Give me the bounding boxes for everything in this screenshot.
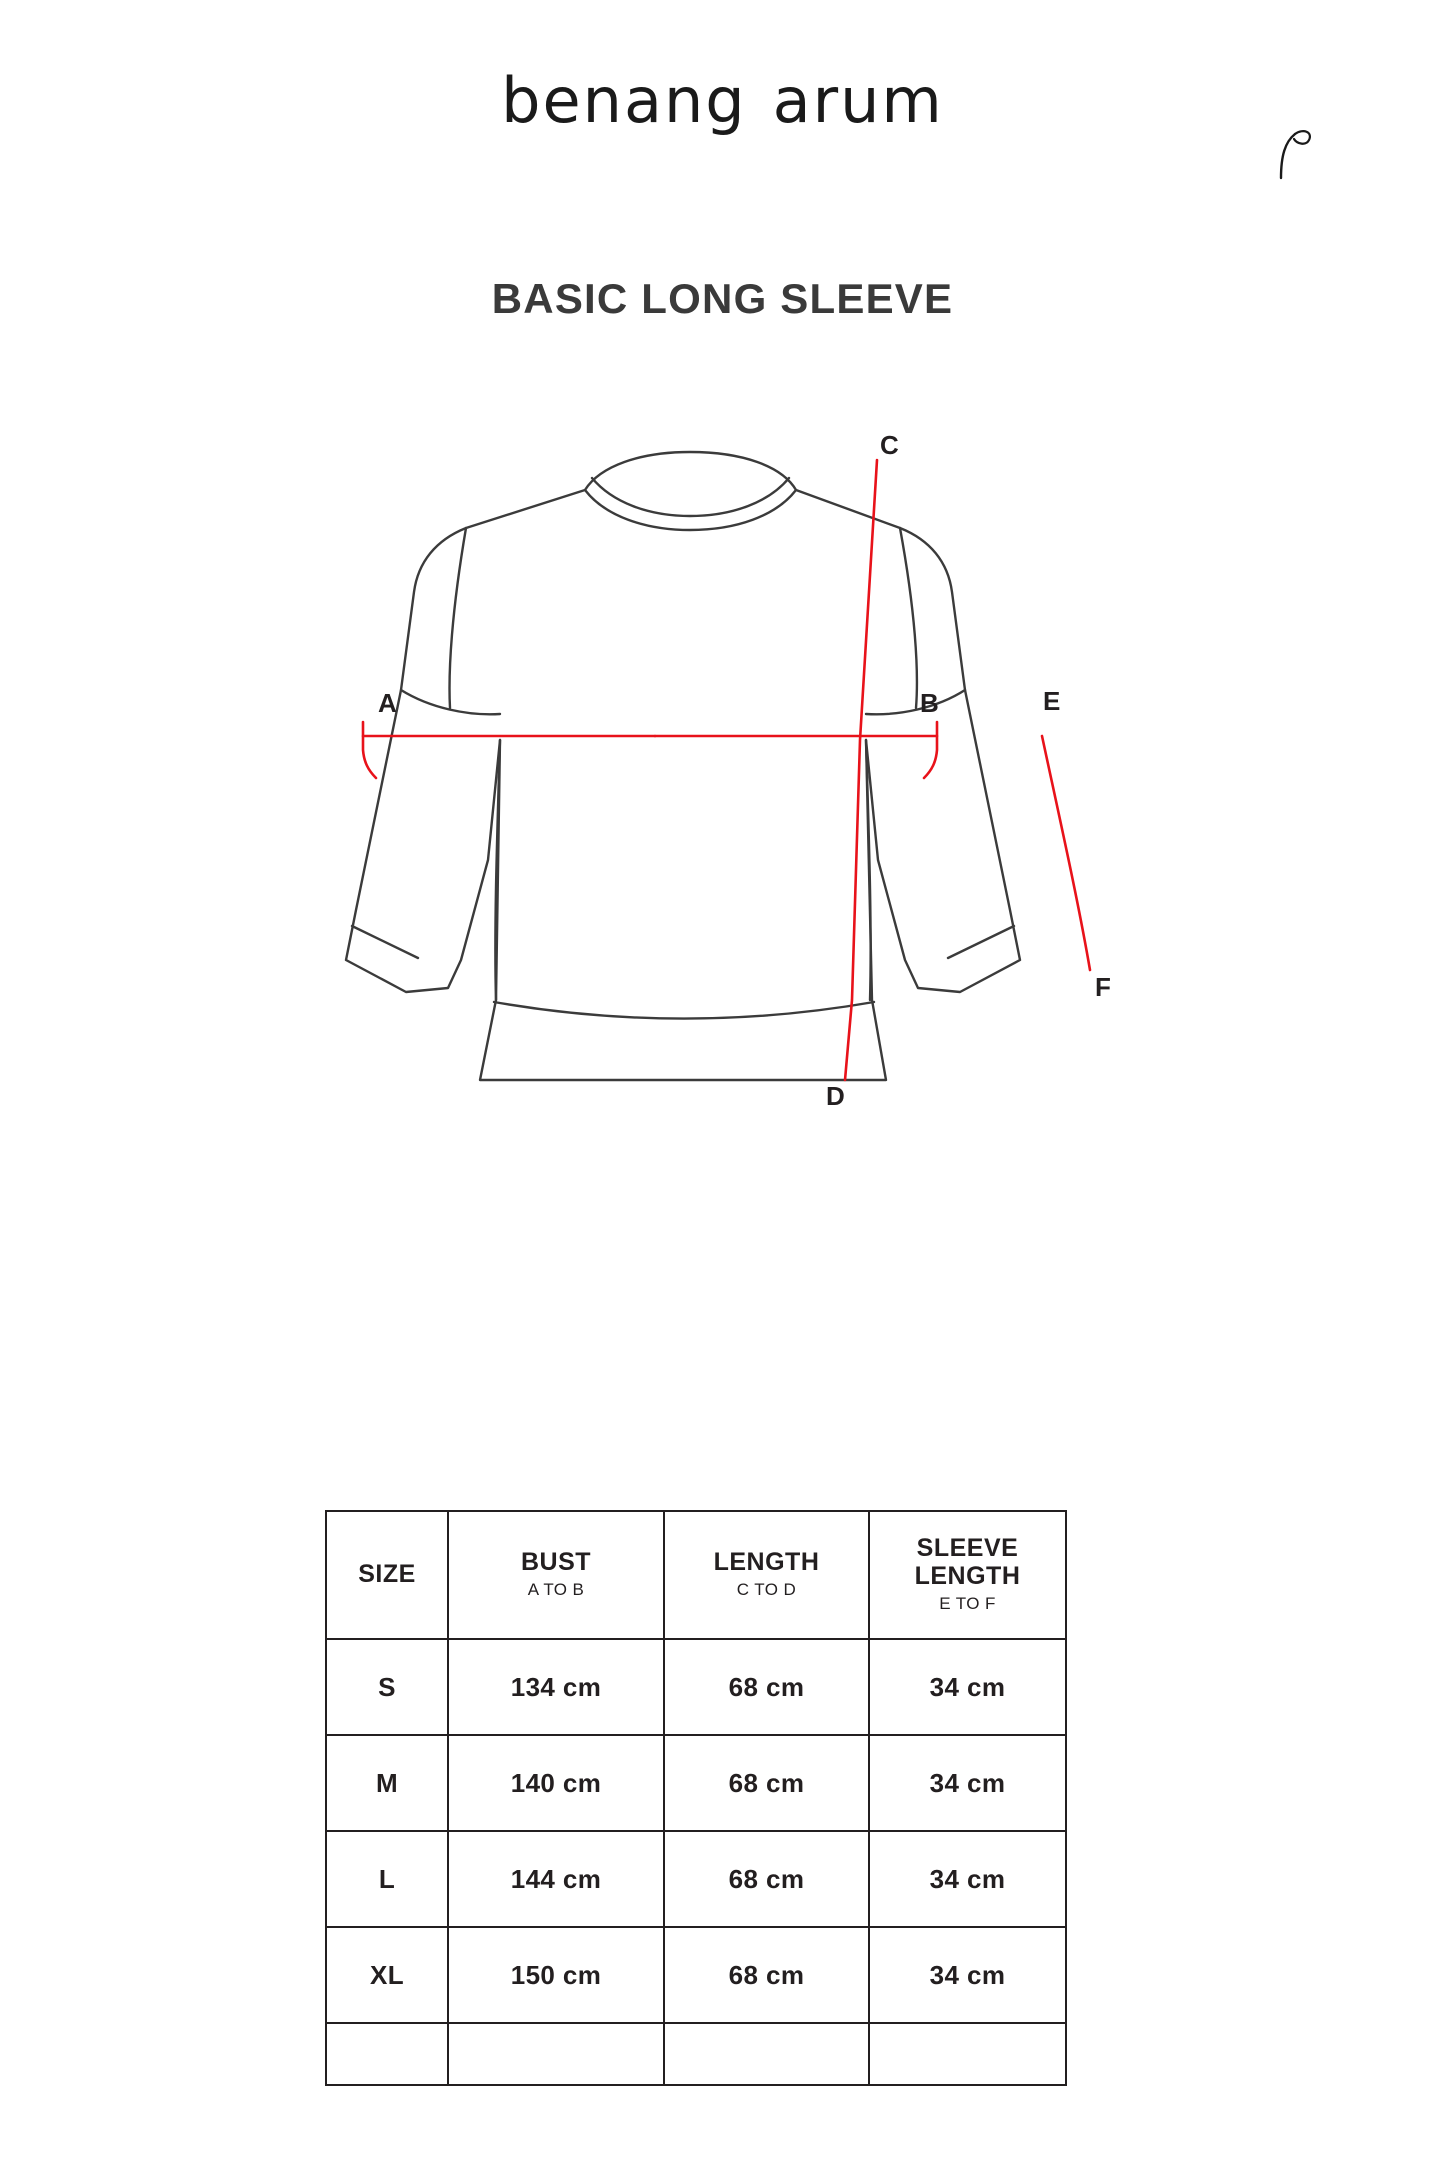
cell-sleeve: 34 cm [869, 1639, 1066, 1735]
cell-size: S [326, 1639, 448, 1735]
cell-size: M [326, 1735, 448, 1831]
measure-tick-a [363, 722, 376, 778]
label-point-b: B [920, 688, 939, 718]
spacer-cell [326, 2023, 448, 2085]
cell-sleeve: 34 cm [869, 1735, 1066, 1831]
size-table [325, 1510, 1067, 2086]
cell-bust: 150 cm [448, 1927, 664, 2023]
cell-size: XL [326, 1927, 448, 2023]
table-spacer-row [326, 2023, 1066, 2085]
label-point-a: A [378, 688, 397, 718]
garment-illustration [0, 430, 1445, 1111]
cell-bust: 134 cm [448, 1639, 664, 1735]
cell-length: 68 cm [664, 1831, 869, 1927]
table-row [326, 1639, 1066, 1735]
measure-line-ef [1042, 736, 1090, 970]
measure-tick-b [924, 722, 937, 778]
table-row [326, 1927, 1066, 2023]
header-length: LENGTH C TO D [664, 1511, 869, 1639]
spacer-cell [869, 2023, 1066, 2085]
cell-size: L [326, 1831, 448, 1927]
brand-wordmark [501, 64, 944, 137]
cell-length: 68 cm [664, 1735, 869, 1831]
cell-bust: 140 cm [448, 1735, 664, 1831]
header-sleeve-length: SLEEVE LENGTH E TO F [869, 1511, 1066, 1639]
label-point-f: F [1095, 972, 1111, 1002]
brand-logo [0, 64, 1445, 137]
spacer-cell [448, 2023, 664, 2085]
header-bust: BUST A TO B [448, 1511, 664, 1639]
brand-word-benang: benang [501, 64, 747, 137]
label-point-c: C [880, 430, 899, 460]
cell-sleeve: 34 cm [869, 1927, 1066, 2023]
table-row [326, 1831, 1066, 1927]
cell-length: 68 cm [664, 1639, 869, 1735]
table-row [326, 1735, 1066, 1831]
label-point-e: E [1043, 686, 1061, 716]
cell-length: 68 cm [664, 1927, 869, 2023]
page-title: BASIC LONG SLEEVE [491, 275, 954, 322]
header-size: SIZE [326, 1511, 448, 1639]
cell-bust: 144 cm [448, 1831, 664, 1927]
table-header-row [326, 1511, 1066, 1639]
brand-word-arum: arum [772, 64, 944, 137]
spacer-cell [664, 2023, 869, 2085]
cell-sleeve: 34 cm [869, 1831, 1066, 1927]
needle-and-thread-icon [1273, 128, 1319, 180]
size-table-container [325, 1510, 1065, 2086]
label-point-d: D [826, 1081, 845, 1111]
